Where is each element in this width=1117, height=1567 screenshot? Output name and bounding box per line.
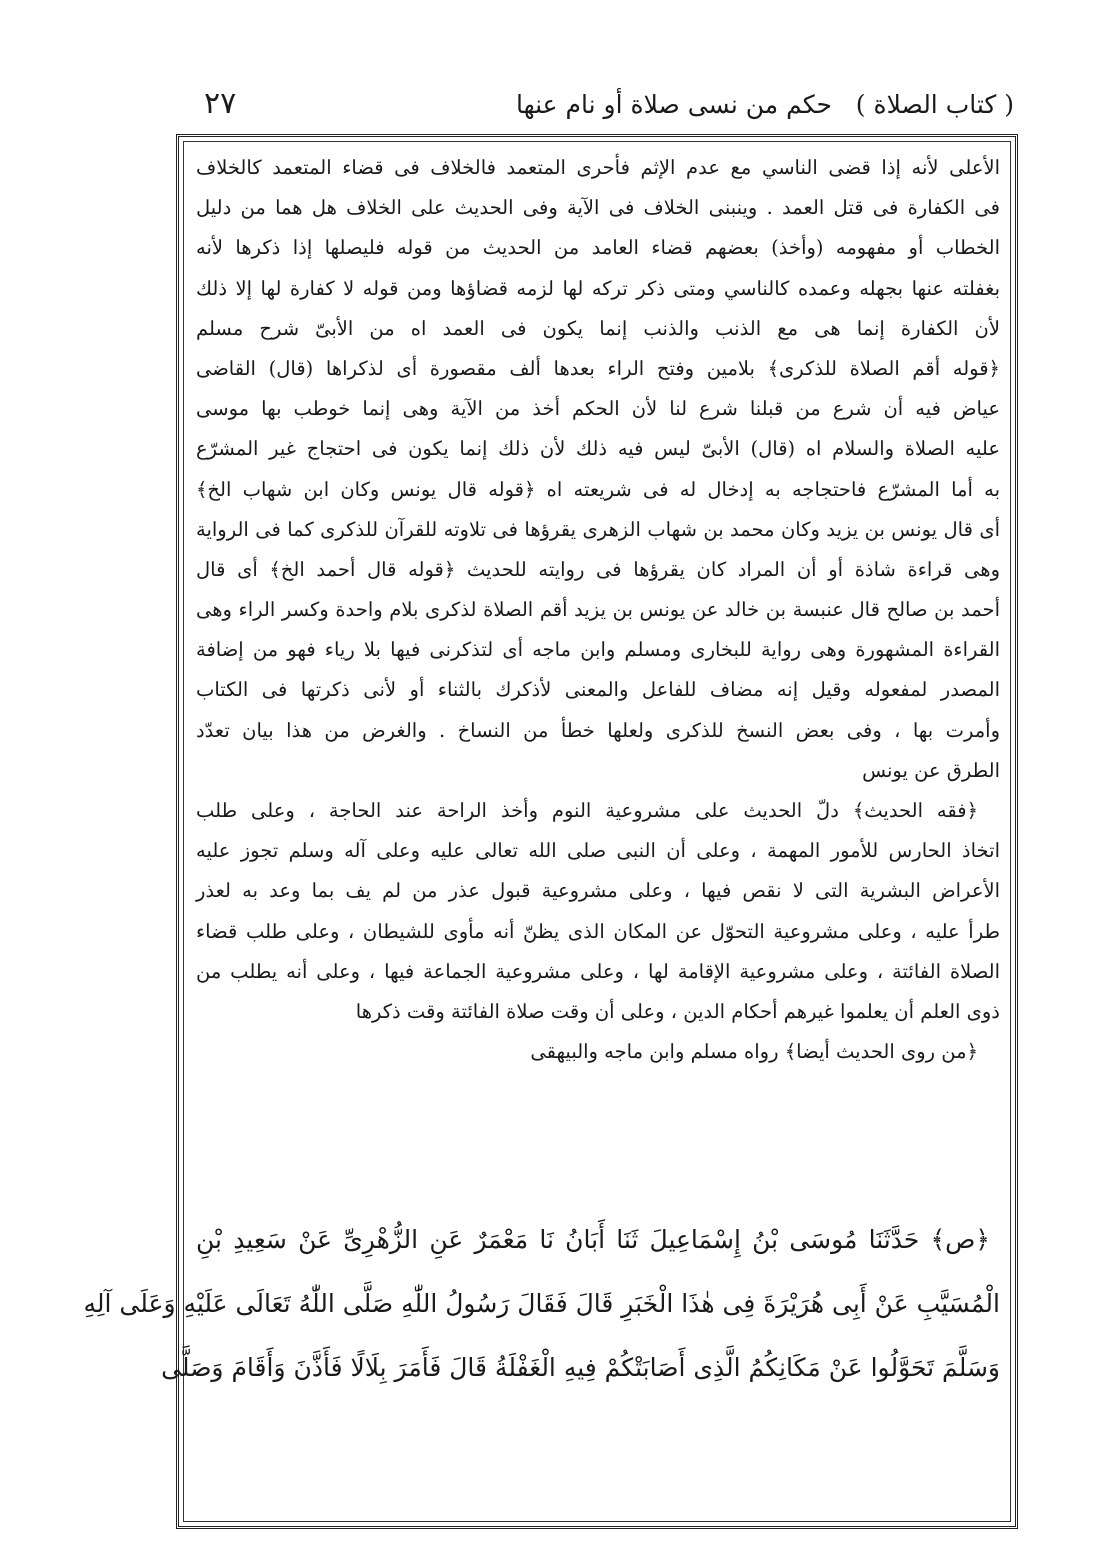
commentary-line: أحمد بن صالح قال عنبسة بن خالد عن يونس بن يزيد أقم الصلاة لذكرى بلام واحدة وكسر الراء وهى — [196, 598, 1000, 622]
commentary-line: ﴿فقه الحديث﴾ دلّ الحديث على مشروعية النوم وأخذ الراحة عند الحاجة ، وعلى طلب — [196, 799, 978, 822]
commentary-line: لأن الكفارة إنما هى مع الذنب والذنب إنما يكون فى العمد اه من الأبىّ شرح مسلم — [196, 316, 1000, 340]
page-header — [176, 86, 1022, 128]
commentary-line: الأعلى لأنه إذا قضى الناسي مع عدم الإثم فأحرى المتعمد فالخلاف فى قضاء المتعمد كالخلاف — [196, 156, 1000, 179]
hadith-line: الْمُسَيَّبِ عَنْ أَبِى هُرَيْرَةَ فِى هٰذَا الْخَبَرِ قَالَ فَقَالَ رَسُولُ اللّٰهِ صَلَّى اللّٰهُ تَعَالَى عَلَيْهِ وَعَلَى آلِهِ — [83, 1289, 1000, 1318]
commentary-line: الصلاة الفائتة ، وعلى مشروعية الإقامة لها ، وعلى مشروعية الجماعة فيها ، وعلى أنه يطلب من — [196, 959, 1000, 983]
commentary-line: به أما المشرّع فاحتجاجه به إدخال له فى شريعته اه ﴿قوله قال يونس وكان ابن شهاب الخ﴾ — [196, 477, 1000, 501]
commentary-line: ﴿قوله أقم الصلاة للذكرى﴾ بلامين وفتح الراء بعدها ألف مقصورة أى لذكراها (قال) القاضى — [196, 356, 1000, 380]
commentary-line: أى قال يونس بن يزيد وكان محمد بن شهاب الزهرى يقرؤها فى تلاوته للقرآن للذكرى كما فى الرواية — [196, 517, 1000, 541]
chapter-title: حكم من نسى صلاة أو نام عنها — [515, 90, 832, 119]
commentary-block — [196, 148, 1000, 1072]
commentary-line: فى الكفارة فى قتل العمد . وينبنى الخلاف فى الآية وفى الحديث على الخلاف هل هما من دليل — [196, 196, 1000, 220]
commentary-line: طرأ عليه ، وعلى مشروعية التحوّل عن المكان الذى يظنّ أنه مأوى للشيطان ، وعلى طلب قضاء — [196, 919, 1000, 943]
commentary-line: القراءة المشهورة وهى رواية للبخارى ومسلم وابن ماجه أى لتذكرنى فيها بلا رياء فهو من إضافة — [196, 638, 1000, 662]
hadith-line: وَسَلَّمَ تَحَوَّلُوا عَنْ مَكَانِكُمُ الَّذِى أَصَابَتْكُمْ فِيهِ الْغَفْلَةُ قَالَ فَأَمَرَ بِلَالًا فَأَذَّنَ وَأَقَامَ وَصَلَّى — [161, 1353, 1000, 1382]
commentary-line: ﴿من روى الحديث أيضا﴾ رواه مسلم وابن ماجه والبيهقى — [530, 1040, 978, 1064]
commentary-line: الخطاب أو مفهومه (وأخذ) بعضهم قضاء العامد من الحديث من قوله فليصلها إذا ذكرها لأنه — [196, 236, 1000, 260]
hadith-line: ﴿ص﴾ حَدَّثَنَا مُوسَى بْنُ إِسْمَاعِيلَ ثَنَا أَبَانُ نَا مَعْمَرٌ عَنِ الزُّهْرِىِّ عَنْ سَعِيدِ بْنِ — [196, 1225, 990, 1254]
commentary-line: ذوى العلم أن يعلموا غيرهم أحكام الدين ، وعلى أن وقت صلاة الفائتة وقت ذكرها — [355, 999, 1000, 1023]
page-number: ٢٧ — [204, 86, 237, 121]
commentary-line: بغفلته عنها بجهله وعمده كالناسي ومتى ذكر تركه لها لزمه قضاؤها ومن قوله لا كفارة لها إلا ذلك — [196, 276, 1000, 300]
commentary-line: عياض فيه أن شرع من قبلنا شرع لنا لأن الحكم أخذ من الآية وهى إنما خوطب بها موسى — [196, 397, 1000, 421]
hadith-text-block — [83, 1200, 1000, 1400]
commentary-line: المصدر لمفعوله وقيل إنه مضاف للفاعل والمعنى لأذكرك بالثناء أو لأنى ذكرتها فى الكتاب — [196, 678, 1000, 702]
commentary-line: الطرق عن يونس — [862, 758, 1000, 782]
commentary-line: عليه الصلاة والسلام اه (قال) الأبىّ ليس فيه ذلك لأن ذلك إنما يكون فى احتجاج غير المشرّع — [196, 437, 1000, 461]
commentary-line: الأعراض البشرية التى لا نقص فيها ، وعلى مشروعية قبول عذر من لم يف بما وعد به لعذر — [196, 879, 1000, 903]
book-title: ( كتاب الصلاة ) — [855, 90, 1014, 119]
commentary-line: وأمرت بها ، وفى بعض النسخ للذكرى ولعلها خطأ من النساخ . والغرض من هذا بيان تعدّد — [196, 718, 1000, 742]
commentary-line: اتخاذ الحارس للأمور المهمة ، وعلى أن النبى صلى الله تعالى عليه وعلى آله وسلم تجوز عليه — [196, 839, 1000, 863]
commentary-line: وهى قراءة شاذة أو أن المراد كان يقرؤها فى روايته للحديث ﴿قوله قال أحمد الخ﴾ أى قال — [196, 557, 1000, 581]
